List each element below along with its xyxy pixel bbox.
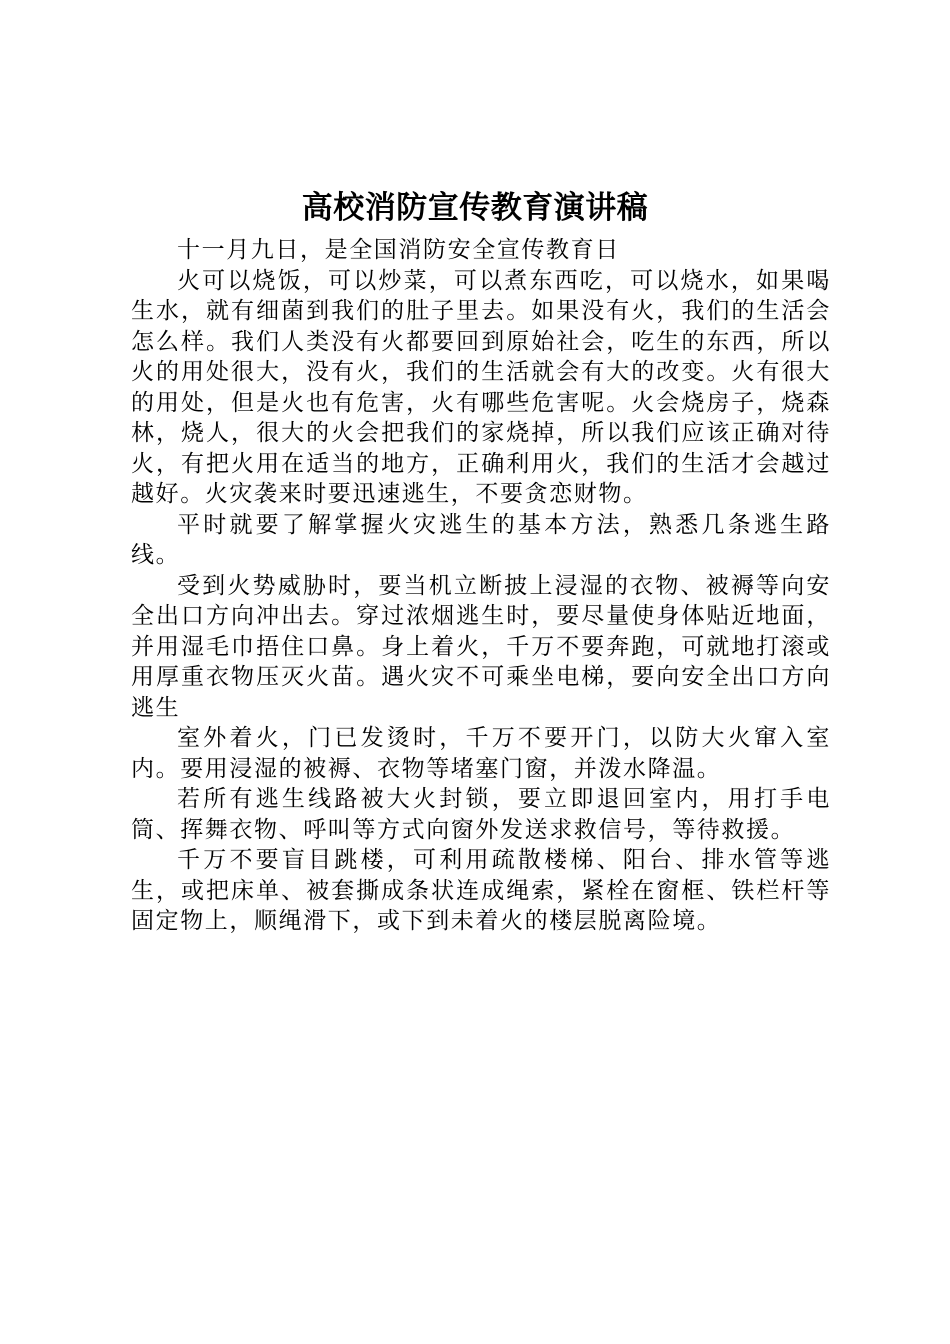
paragraph-5: 室外着火，门已发烫时，千万不要开门，以防大火窜入室内。要用浸湿的被褥、衣物等堵塞门窗，并泼水降温。 [131,725,831,782]
paragraph-7: 千万不要盲目跳楼，可利用疏散楼梯、阳台、排水管等逃生，或把床单、被套撕成条状连成绳索，紧栓在窗框、铁栏杆等固定物上，顺绳滑下，或下到未着火的楼层脱离险境。 [131,847,831,934]
paragraph-6: 若所有逃生线路被大火封锁，要立即退回室内，用打手电筒、挥舞衣物、呼叫等方式向窗外发送求救信号，等待救援。 [131,786,831,843]
paragraph-2: 火可以烧饭，可以炒菜，可以煮东西吃，可以烧水，如果喝生水，就有细菌到我们的肚子里去。如果没有火，我们的生活会怎么样。我们人类没有火都要回到原始社会，吃生的东西，所以火的用处很大，没有火，我们的生活就会有大的改变。火有很大的用处，但是火也有危害，火有哪些危害呢。火会烧房子，烧森林，烧人，很大的火会把我们的家烧掉，所以我们应该正确对待火，有把火用在适当的地方，正确利用火，我们的生活才会越过越好。火灾袭来时要迅速逃生，不要贪恋财物。 [131,267,831,507]
paragraph-4: 受到火势威胁时，要当机立断披上浸湿的衣物、被褥等向安全出口方向冲出去。穿过浓烟逃生时，要尽量使身体贴近地面，并用湿毛巾捂住口鼻。身上着火，千万不要奔跑，可就地打滚或用厚重衣物压灭火苗。遇火灾不可乘坐电梯，要向安全出口方向逃生 [131,572,831,721]
paragraph-3: 平时就要了解掌握火灾逃生的基本方法，熟悉几条逃生路线。 [131,511,831,568]
paragraph-1: 十一月九日，是全国消防安全宣传教育日 [177,237,620,263]
document-title: 高校消防宣传教育演讲稿 [301,190,649,226]
document-body [131,235,831,937]
